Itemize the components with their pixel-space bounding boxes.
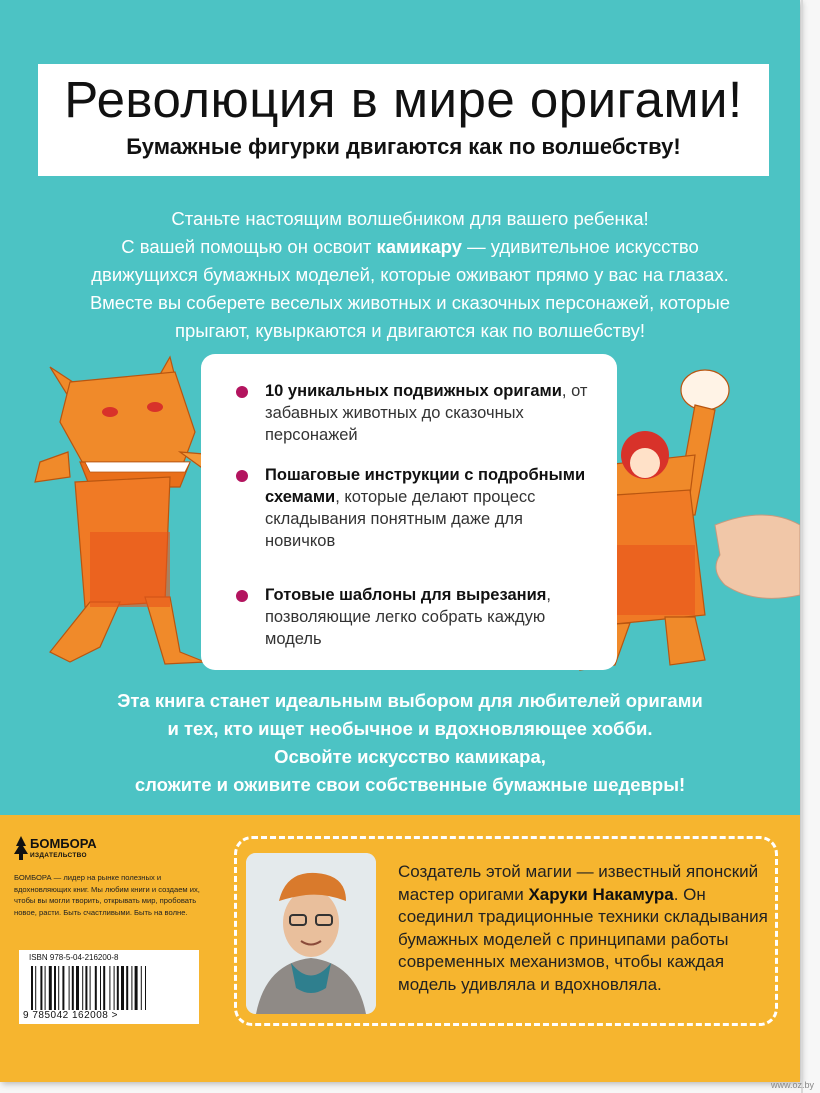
barcode-bar bbox=[131, 966, 132, 1010]
author-photo bbox=[246, 853, 376, 1014]
publisher-sub: ИЗДАТЕЛЬСТВО bbox=[30, 852, 87, 859]
feature-title: Готовые шаблоны для вырезания bbox=[265, 586, 547, 604]
outro-line-1: Эта книга станет идеальным выбором для любителей оригами bbox=[117, 690, 703, 711]
barcode-icon bbox=[31, 966, 187, 1010]
intro-line-4: Вместе вы соберете веселых животных и сказочных персонажей, которые bbox=[89, 292, 731, 313]
page-edge bbox=[801, 0, 803, 1093]
barcode-bar bbox=[114, 966, 115, 1010]
feature-desc: , от забавных животных до сказочных персонажей bbox=[265, 382, 588, 444]
feature-title: Пошаговые инструкции с подробными схемами bbox=[265, 466, 586, 506]
barcode-bar bbox=[82, 966, 83, 1010]
barcode-bar bbox=[69, 966, 70, 1010]
barcode-block bbox=[19, 950, 199, 1024]
intro-line-3: движущихся бумажных моделей, которые оживают прямо у вас на глазах. bbox=[91, 264, 729, 285]
watermark: www.oz.by bbox=[770, 1080, 814, 1090]
barcode-bar bbox=[100, 966, 101, 1010]
barcode-bar bbox=[95, 966, 97, 1010]
intro-paragraph bbox=[40, 205, 780, 345]
feature-text bbox=[265, 380, 588, 446]
feature-item bbox=[238, 380, 588, 446]
bullet-icon bbox=[236, 386, 248, 398]
barcode-bar bbox=[85, 966, 87, 1010]
author-portrait-icon bbox=[246, 853, 376, 1014]
barcode-bar bbox=[49, 966, 52, 1010]
feature-desc: , позволяющие легко собрать каждую модель bbox=[265, 586, 551, 648]
outro-paragraph bbox=[40, 687, 780, 799]
main-title: Революция в мире оригами! bbox=[64, 71, 743, 128]
publisher-name: БОМБОРА bbox=[30, 836, 97, 851]
feature-title: 10 уникальных подвижных оригами bbox=[265, 382, 562, 400]
bullet-icon bbox=[236, 470, 248, 482]
barcode-bar bbox=[54, 966, 56, 1010]
outro-line-3: Освойте искусство камикара, bbox=[274, 746, 546, 767]
barcode-bar bbox=[76, 966, 79, 1010]
publisher-blurb: БОМБОРА — лидер на рынке полезных и вдохновляющих книг. Мы любим книги и создаем их, чтобы вы могли творить, открывать мир, пробовать новое, расти. Быть счастливыми. Быть на волне. bbox=[14, 873, 200, 917]
intro-text: С вашей помощью он освоит bbox=[121, 236, 377, 257]
bombora-logo-icon bbox=[12, 836, 30, 862]
barcode-digits: 9 785042 162008 > bbox=[23, 1010, 118, 1021]
barcode-bar bbox=[62, 966, 64, 1010]
features-panel bbox=[201, 354, 617, 670]
bullet-icon bbox=[236, 590, 248, 602]
barcode-bar bbox=[117, 966, 119, 1010]
feature-text bbox=[265, 464, 588, 552]
feature-item bbox=[238, 464, 588, 552]
outro-line-2: и тех, кто ищет необычное и вдохновляющее хобби. bbox=[167, 718, 653, 739]
barcode-bar bbox=[121, 966, 124, 1010]
intro-keyword: камикару bbox=[376, 236, 462, 257]
author-bio bbox=[398, 861, 772, 997]
barcode-bar bbox=[135, 966, 138, 1010]
intro-text: — удивительное искусство bbox=[461, 236, 699, 257]
intro-line-5: прыгают, кувыркаются и двигаются как по волшебству! bbox=[174, 320, 646, 341]
barcode-bar bbox=[35, 966, 36, 1010]
feature-text bbox=[265, 584, 588, 650]
author-bio-text: . Он соединил традиционные техники складывания бумажных моделей с принципами работы современных механизмов, чтобы каждая модель удивляла и вдохновляла. bbox=[398, 884, 768, 994]
title-banner bbox=[38, 64, 769, 176]
barcode-bar bbox=[126, 966, 128, 1010]
author-bio-text: Создатель этой магии — известный японский мастер оригами bbox=[398, 862, 759, 904]
intro-line-1: Станьте настоящим волшебником для вашего ребенка! bbox=[171, 208, 649, 229]
barcode-bar bbox=[45, 966, 46, 1010]
barcode-bar bbox=[72, 966, 74, 1010]
barcode-bar bbox=[40, 966, 42, 1010]
barcode-bar bbox=[109, 966, 110, 1010]
barcode-bar bbox=[145, 966, 146, 1010]
subtitle: Бумажные фигурки двигаются как по волшебству! bbox=[126, 134, 681, 159]
barcode-bar bbox=[103, 966, 105, 1010]
barcode-bar bbox=[31, 966, 33, 1010]
isbn-text: ISBN 978-5-04-216200-8 bbox=[29, 953, 119, 962]
outro-line-4: сложите и оживите свои собственные бумажные шедевры! bbox=[134, 774, 686, 795]
barcode-bar bbox=[90, 966, 91, 1010]
barcode-bar bbox=[58, 966, 59, 1010]
barcode-bar bbox=[141, 966, 142, 1010]
feature-desc: , которые делают процесс складывания понятным даже для новичков bbox=[265, 488, 536, 550]
intro-line-2 bbox=[40, 233, 780, 261]
author-name: Харуки Накамура bbox=[528, 884, 674, 904]
feature-item bbox=[238, 584, 588, 650]
